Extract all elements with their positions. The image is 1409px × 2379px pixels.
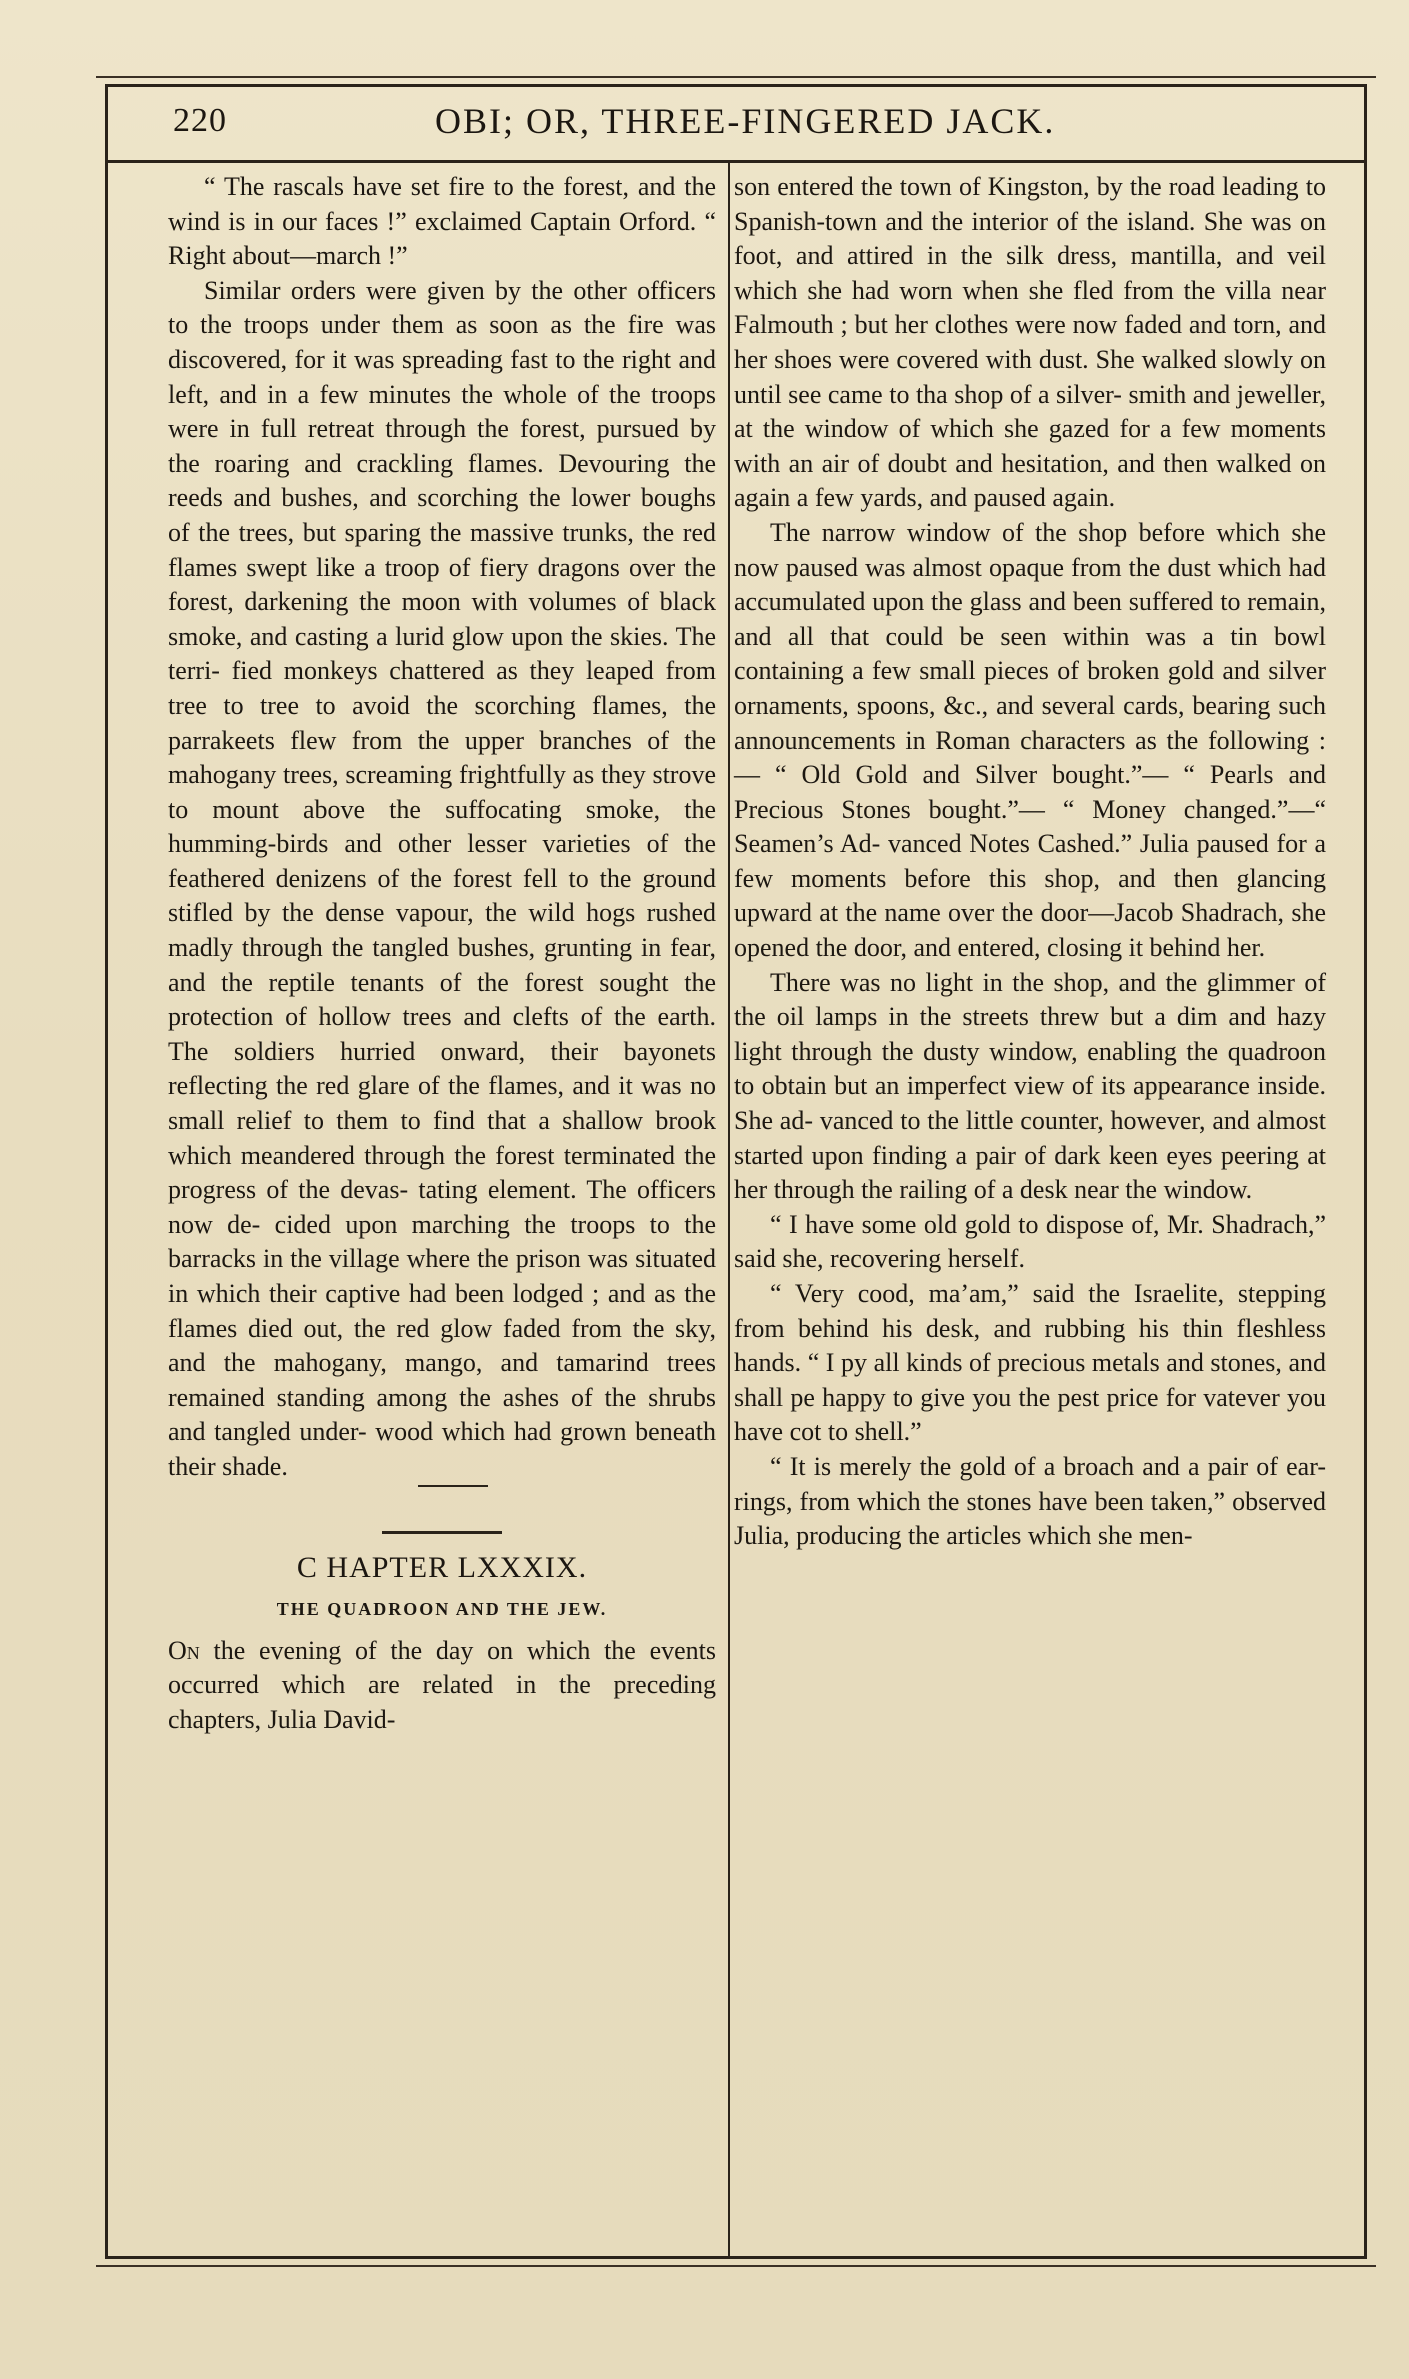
- paragraph: son entered the town of Kingston, by the road leading to Spanish-town and the interior of the island. She was on foot, and attired in the silk dress, mantilla, and veil which she had worn when she fled from the villa near Falmouth ; but her clothes were now faded and torn, and her shoes were covered with dust. She walked slowly on until see came to tha shop of a silver- smith and jeweller, at the window of which she gazed for a few moments with an air of doubt and hesitation, and then walked on again a few yards, and paused again.: [734, 172, 1326, 513]
- chapter-heading: C HAPTER LXXXIX.: [296, 1550, 588, 1584]
- paragraph: “ It is merely the gold of a broach and a pair of ear-rings, from which the stones have been taken,” observed Julia, producing the articles which she men-: [734, 1451, 1326, 1551]
- right-column: [734, 170, 1326, 1554]
- column-divider: [728, 163, 730, 2259]
- chapter-opening-text: the evening of the day on which the events occurred which are related in the preceding chapters, Julia David-: [168, 1635, 716, 1734]
- page-header: [105, 90, 1367, 166]
- chapter-opening-word: On: [168, 1635, 200, 1665]
- section-end-ornament: [418, 1485, 488, 1487]
- paragraph: “ The rascals have set fire to the forest, and the wind is in our faces !” exclaimed Captain Orford. “ Right about—march !”: [168, 172, 716, 271]
- chapter-rule: [382, 1531, 502, 1534]
- header-rule: [105, 160, 1367, 163]
- paragraph: The narrow window of the shop before which she now paused was almost opaque from the dust which had accumulated upon the glass and been suffered to remain, and all that could be seen within was a tin bowl containing a few small pieces of broken gold and silver ornaments, spoons, &c., and several cards, bearing such announcements in Roman characters as the following :— “ Old Gold and Silver bought.”— “ Pearls and Precious Stones bought.”— “ Money changed.”—“ Seamen’s Ad- vanced Notes Cashed.” Julia paused for a few moments before this shop, and then glancing upward at the name over the door—Jacob Shadrach, she opened the door, and entered, closing it behind her.: [734, 517, 1326, 963]
- running-title: OBI; OR, THREE-FINGERED JACK.: [435, 101, 1056, 141]
- left-column: [168, 170, 716, 1737]
- paragraph: “ Very cood, ma’am,” said the Israelite, stepping from behind his desk, and rubbing his thin fleshless hands. “ I py all kinds of precious metals and stones, and shall pe happy to give you the pest price for vatever you have cot to shell.”: [734, 1279, 1326, 1447]
- page-number: 220: [173, 102, 227, 139]
- chapter-opening-paragraph: [168, 1634, 716, 1738]
- paragraph: Similar orders were given by the other officers to the troops under them as soon as the fire was discovered, for it was spreading fast to the right and left, and in a few minutes the whole of the troops were in full retreat through the forest, pursued by the roaring and crackling flames. Devouring the reeds and bushes, and scorching the lower boughs of the trees, but sparing the massive trunks, the red flames swept like a troop of fiery dragons over the forest, darkening the moon with volumes of black smoke, and casting a lurid glow upon the skies. The terri- fied monkeys chattered as they leaped from tree to tree to avoid the scorching flames, the parrakeets flew from the upper branches of the mahogany trees, screaming frightfully as they strove to mount above the suffocating smoke, the humming-birds and other lesser varieties of the feathered denizens of the forest fell to the ground stifled by the dense vapour, the wild hogs rushed madly through the tangled bushes, grunting in fear, and the reptile tenants of the forest sought the protection of hollow trees and clefts of the earth. The soldiers hurried onward, their bayonets reflecting the red glare of the flames, and it was no small relief to them to find that a shallow brook which meandered through the forest terminated the progress of the devas- tating element. The officers now de- cided upon marching the troops to the barracks in the village where the prison was situated in which their captive had been lodged ; and as the flames died out, the red glow faded from the sky, and the mahogany, mango, and tamarind trees remained standing among the ashes of the shrubs and tangled under- wood which had grown beneath their shade.: [168, 275, 716, 1481]
- chapter-subtitle: THE QUADROON AND THE JEW.: [276, 1598, 608, 1619]
- paragraph: “ I have some old gold to dispose of, Mr. Shadrach,” said she, recovering herself.: [734, 1209, 1326, 1274]
- paragraph: There was no light in the shop, and the glimmer of the oil lamps in the streets threw but a dim and hazy light through the dusty window, enabling the quadroon to obtain but an imperfect view of its appearance inside. She ad- vanced to the little counter, however, and almost started upon finding a pair of dark keen eyes peering at her through the railing of a desk near the window.: [734, 967, 1326, 1205]
